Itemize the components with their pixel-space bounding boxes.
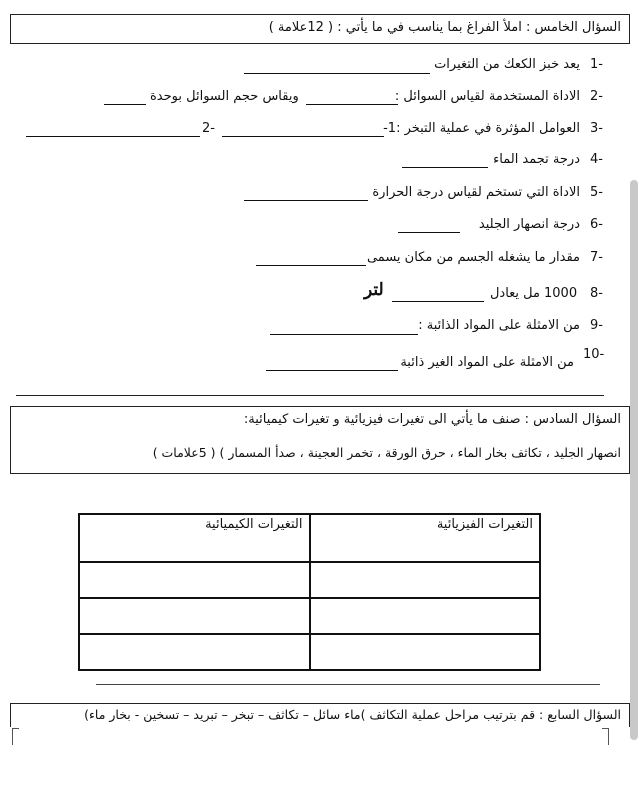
q6-box	[10, 406, 630, 474]
col-chemical-header: التغيرات الكيميائية	[79, 514, 310, 562]
q5-item-1-blank	[244, 72, 430, 74]
q5-item-7-blank	[256, 264, 366, 266]
q5-header-box	[10, 14, 630, 44]
q5-item-10-blank	[266, 369, 398, 371]
q5-item-7-number: 7-	[590, 250, 603, 265]
q5-item-2-text: الاداة المستخدمة لقياس السوائل :	[394, 89, 580, 104]
q5-item-4-text: درجة تجمد الماء	[493, 152, 580, 167]
q5-item-2-number: 2-	[590, 89, 603, 104]
q5-item-5-blank	[244, 199, 368, 201]
q5-item-3-number: 3-	[590, 121, 603, 136]
q5-item-9-blank	[270, 333, 418, 335]
q5-item-10-text: من الامثلة على المواد الغير ذائبة	[400, 355, 574, 370]
q5-item-9-text: من الامثلة على المواد الذائبة :	[418, 318, 580, 333]
q5-item-3-blank-a	[222, 135, 384, 137]
q5-item-7-text: مقدار ما يشغله الجسم من مكان يسمى	[366, 250, 580, 265]
q5-item-1-number: 1-	[590, 57, 603, 72]
q5-item-2-blank-b	[104, 103, 146, 105]
scrollbar-thumb[interactable]	[630, 180, 638, 740]
q6-items-list: انصهار الجليد ، تكاثف بخار الماء ، حرق الورقة ، تخمر العجينة ، صدأ المسمار ) ( 5علامات )	[152, 445, 621, 460]
table-cell[interactable]	[310, 598, 541, 634]
table-cell[interactable]	[79, 634, 310, 670]
q5-item-2-blank-a	[306, 103, 398, 105]
q5-item-4-blank	[402, 166, 488, 168]
q7-box	[10, 703, 630, 727]
q7-header: السؤال السابع : قم بترتيب مراحل عملية التكاثف )ماء سائل – تكاثف – تبخر – تبريد – تسخين - بخار ماء)	[84, 707, 621, 722]
q5-item-6-text: درجة انصهار الجليد	[478, 217, 580, 232]
q5-item-6-number: 6-	[590, 217, 603, 232]
q5-item-8-handwritten-answer: لتر	[364, 280, 384, 300]
q5-item-8-number: 8-	[590, 286, 603, 301]
answer-area-corner-right	[602, 728, 609, 745]
q5-item-6-blank	[398, 231, 460, 233]
q5-item-4-number: 4-	[590, 152, 603, 167]
q5-item-3-text: العوامل المؤثرة في عملية التبخر :1-	[383, 121, 580, 136]
table-cell[interactable]	[310, 634, 541, 670]
q5-item-5-text: الاداة التي تستخم لقياس درجة الحرارة	[372, 185, 580, 200]
q5-item-1-text: يعد خبز الكعك من التغيرات	[434, 57, 580, 72]
section-divider	[16, 395, 604, 396]
q5-item-8-blank	[392, 300, 484, 302]
answer-area-corner-left	[12, 728, 19, 745]
q5-item-10-number: 10-	[583, 347, 605, 362]
q5-item-2-text2: ويقاس حجم السوائل بوحدة	[150, 89, 299, 104]
q6-header: السؤال السادس : صنف ما يأتي الى تغيرات فيزيائية و تغيرات كيميائية:	[243, 412, 621, 427]
q5-item-3-blank-b	[26, 135, 200, 137]
q5-item-8-text: مل يعادل	[489, 286, 540, 301]
classification-table	[78, 513, 541, 671]
q5-item-5-number: 5-	[590, 185, 603, 200]
table-cell[interactable]	[310, 562, 541, 598]
table-divider	[96, 684, 600, 685]
col-physical-header: التغيرات الفيزيائية	[310, 514, 541, 562]
q5-item-3-text2: 2-	[202, 121, 215, 136]
q5-item-9-number: 9-	[590, 318, 603, 333]
q5-item-8-value: 1000	[544, 286, 578, 301]
table-cell[interactable]	[79, 562, 310, 598]
table-cell[interactable]	[79, 598, 310, 634]
q5-header: السؤال الخامس : املأ الفراغ بما يناسب في ما يأتي : ( 12علامة )	[268, 20, 621, 35]
